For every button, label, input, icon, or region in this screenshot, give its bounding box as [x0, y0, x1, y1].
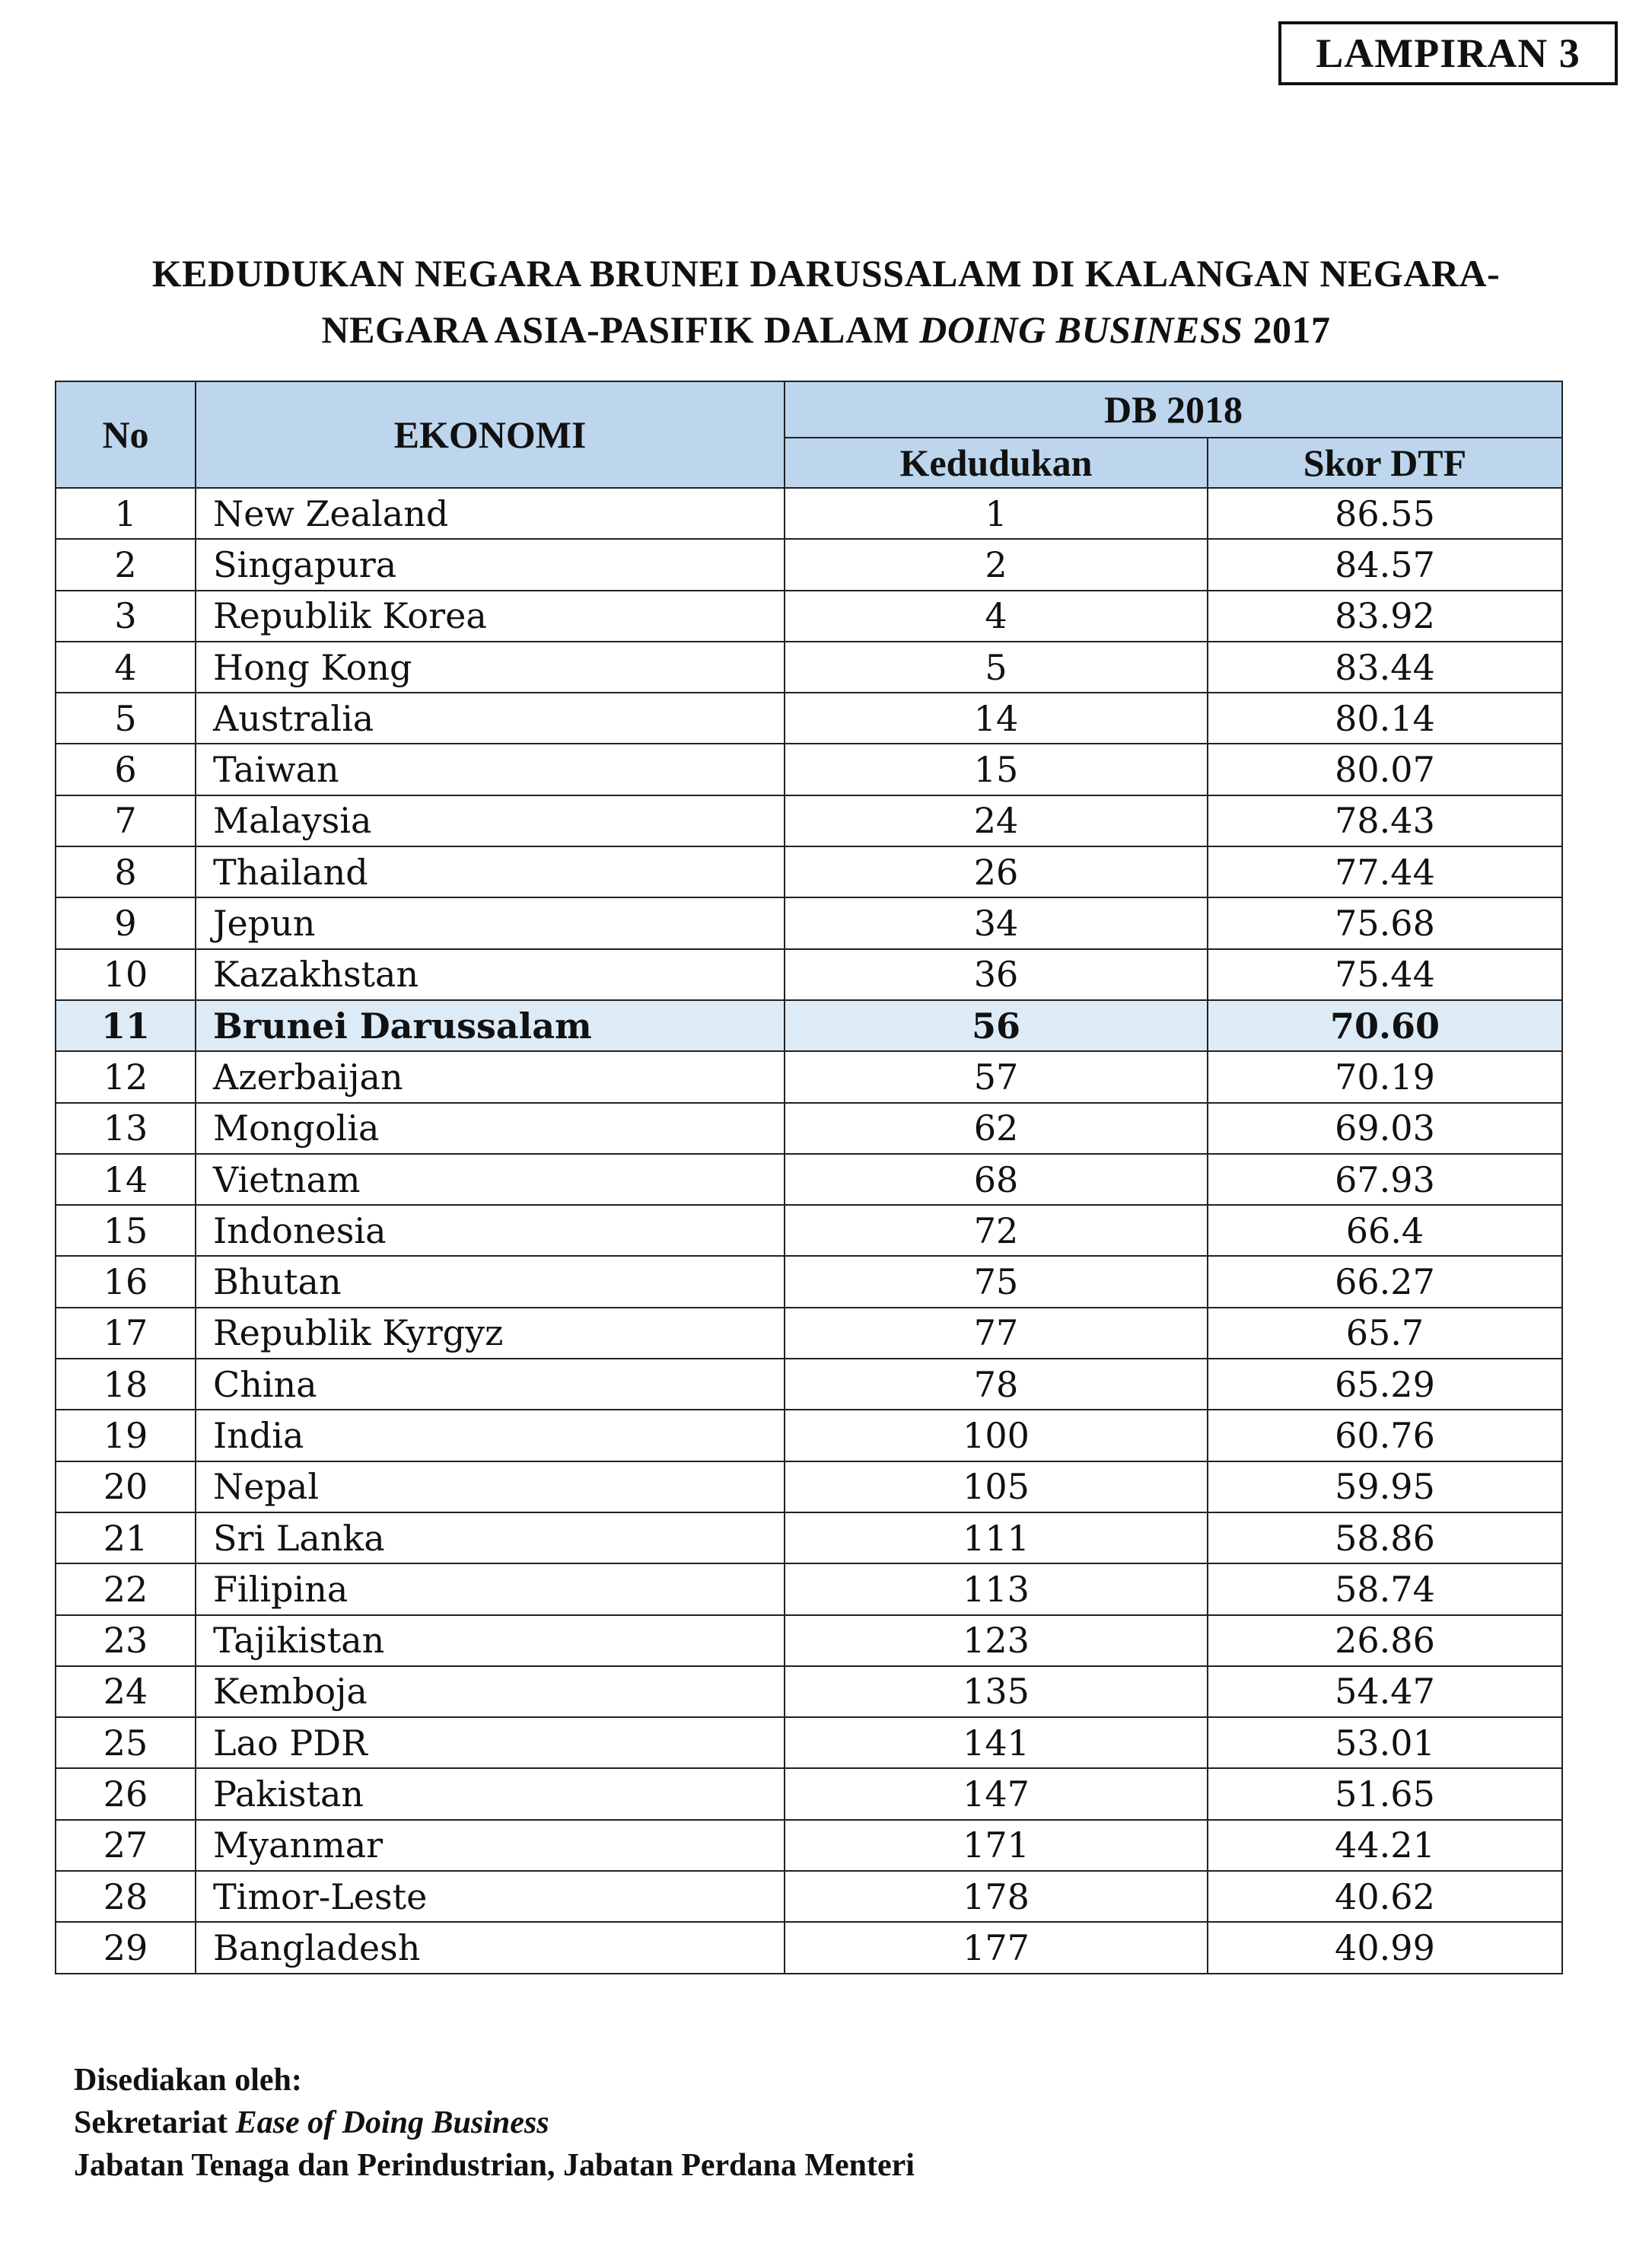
cell-kedudukan: 141	[785, 1717, 1208, 1768]
table-row	[56, 1666, 1562, 1717]
cell-skor-dtf: 77.44	[1208, 846, 1562, 897]
table-row	[56, 1871, 1562, 1922]
cell-ekonomi: Brunei Darussalam	[196, 1000, 785, 1051]
cell-skor-dtf: 66.4	[1208, 1205, 1562, 1256]
cell-kedudukan: 68	[785, 1154, 1208, 1205]
cell-no: 17	[56, 1308, 196, 1359]
cell-ekonomi: China	[196, 1359, 785, 1410]
table-row	[56, 1205, 1562, 1256]
table-header	[56, 381, 1562, 488]
cell-skor-dtf: 26.86	[1208, 1615, 1562, 1666]
cell-kedudukan: 1	[785, 488, 1208, 539]
cell-skor-dtf: 84.57	[1208, 539, 1562, 590]
table-row	[56, 642, 1562, 693]
footer	[74, 2059, 915, 2187]
cell-ekonomi: Nepal	[196, 1461, 785, 1512]
cell-skor-dtf: 83.44	[1208, 642, 1562, 693]
cell-no: 24	[56, 1666, 196, 1717]
cell-no: 10	[56, 949, 196, 1000]
cell-ekonomi: Filipina	[196, 1563, 785, 1614]
cell-kedudukan: 147	[785, 1768, 1208, 1819]
cell-no: 26	[56, 1768, 196, 1819]
title-line-1: KEDUDUKAN NEGARA BRUNEI DARUSSALAM DI KALANGAN NEGARA-	[151, 252, 1501, 295]
footer-secretariat-prefix: Sekretariat	[74, 2105, 236, 2140]
table-row	[56, 1410, 1562, 1461]
table-row	[56, 1359, 1562, 1410]
cell-ekonomi: Lao PDR	[196, 1717, 785, 1768]
table-row	[56, 1717, 1562, 1768]
footer-secretariat	[74, 2102, 915, 2144]
cell-kedudukan: 178	[785, 1871, 1208, 1922]
cell-kedudukan: 15	[785, 744, 1208, 795]
cell-no: 16	[56, 1256, 196, 1307]
cell-kedudukan: 2	[785, 539, 1208, 590]
cell-no: 14	[56, 1154, 196, 1205]
cell-ekonomi: Azerbaijan	[196, 1051, 785, 1102]
cell-skor-dtf: 78.43	[1208, 795, 1562, 846]
cell-no: 4	[56, 642, 196, 693]
cell-no: 18	[56, 1359, 196, 1410]
footer-prepared-by: Disediakan oleh:	[74, 2063, 302, 2098]
cell-kedudukan: 123	[785, 1615, 1208, 1666]
cell-kedudukan: 113	[785, 1563, 1208, 1614]
cell-skor-dtf: 67.93	[1208, 1154, 1562, 1205]
cell-skor-dtf: 59.95	[1208, 1461, 1562, 1512]
cell-skor-dtf: 65.29	[1208, 1359, 1562, 1410]
cell-kedudukan: 72	[785, 1205, 1208, 1256]
header-kedudukan: Kedudukan	[785, 438, 1208, 488]
cell-kedudukan: 36	[785, 949, 1208, 1000]
table-row	[56, 1512, 1562, 1563]
cell-skor-dtf: 69.03	[1208, 1103, 1562, 1154]
cell-no: 27	[56, 1820, 196, 1871]
cell-skor-dtf: 75.68	[1208, 897, 1562, 948]
cell-skor-dtf: 58.86	[1208, 1512, 1562, 1563]
cell-kedudukan: 26	[785, 846, 1208, 897]
cell-no: 20	[56, 1461, 196, 1512]
table-row	[56, 897, 1562, 948]
cell-ekonomi: Thailand	[196, 846, 785, 897]
cell-ekonomi: Kazakhstan	[196, 949, 785, 1000]
table-row	[56, 539, 1562, 590]
table-row	[56, 1051, 1562, 1102]
table-row	[56, 949, 1562, 1000]
table-row	[56, 1000, 1562, 1051]
cell-kedudukan: 4	[785, 591, 1208, 642]
table-row	[56, 1154, 1562, 1205]
cell-ekonomi: Pakistan	[196, 1768, 785, 1819]
table-row	[56, 693, 1562, 744]
cell-kedudukan: 24	[785, 795, 1208, 846]
cell-no: 23	[56, 1615, 196, 1666]
cell-skor-dtf: 75.44	[1208, 949, 1562, 1000]
cell-no: 5	[56, 693, 196, 744]
table-row	[56, 1308, 1562, 1359]
cell-ekonomi: Hong Kong	[196, 642, 785, 693]
cell-ekonomi: Bangladesh	[196, 1922, 785, 1973]
cell-kedudukan: 100	[785, 1410, 1208, 1461]
cell-ekonomi: Timor-Leste	[196, 1871, 785, 1922]
table-row	[56, 1768, 1562, 1819]
cell-ekonomi: Jepun	[196, 897, 785, 948]
cell-no: 19	[56, 1410, 196, 1461]
cell-skor-dtf: 51.65	[1208, 1768, 1562, 1819]
table-row	[56, 846, 1562, 897]
title-line-2-italic: DOING BUSINESS	[919, 308, 1243, 351]
cell-ekonomi: Myanmar	[196, 1820, 785, 1871]
cell-ekonomi: Indonesia	[196, 1205, 785, 1256]
cell-ekonomi: India	[196, 1410, 785, 1461]
cell-no: 6	[56, 744, 196, 795]
cell-skor-dtf: 60.76	[1208, 1410, 1562, 1461]
title-line-2-suffix: 2017	[1243, 308, 1331, 351]
cell-kedudukan: 111	[785, 1512, 1208, 1563]
cell-skor-dtf: 86.55	[1208, 488, 1562, 539]
cell-ekonomi: Sri Lanka	[196, 1512, 785, 1563]
header-db-2018: DB 2018	[785, 381, 1562, 438]
cell-kedudukan: 56	[785, 1000, 1208, 1051]
cell-no: 15	[56, 1205, 196, 1256]
cell-kedudukan: 62	[785, 1103, 1208, 1154]
cell-no: 12	[56, 1051, 196, 1102]
cell-no: 9	[56, 897, 196, 948]
cell-ekonomi: Mongolia	[196, 1103, 785, 1154]
cell-ekonomi: Australia	[196, 693, 785, 744]
cell-no: 11	[56, 1000, 196, 1051]
cell-no: 8	[56, 846, 196, 897]
cell-ekonomi: New Zealand	[196, 488, 785, 539]
title-line-2-prefix: NEGARA ASIA-PASIFIK DALAM	[321, 308, 920, 351]
table-row	[56, 1103, 1562, 1154]
cell-no: 29	[56, 1922, 196, 1973]
cell-no: 3	[56, 591, 196, 642]
cell-ekonomi: Vietnam	[196, 1154, 785, 1205]
cell-ekonomi: Kemboja	[196, 1666, 785, 1717]
table-row	[56, 795, 1562, 846]
cell-ekonomi: Republik Kyrgyz	[196, 1308, 785, 1359]
table-row	[56, 1256, 1562, 1307]
cell-kedudukan: 105	[785, 1461, 1208, 1512]
title-line-2	[61, 301, 1591, 358]
cell-kedudukan: 14	[785, 693, 1208, 744]
header-skor-dtf: Skor DTF	[1208, 438, 1562, 488]
cell-kedudukan: 5	[785, 642, 1208, 693]
header-no: No	[56, 381, 196, 488]
ranking-table	[55, 381, 1563, 1974]
cell-no: 1	[56, 488, 196, 539]
cell-skor-dtf: 58.74	[1208, 1563, 1562, 1614]
cell-no: 28	[56, 1871, 196, 1922]
cell-ekonomi: Malaysia	[196, 795, 785, 846]
cell-no: 13	[56, 1103, 196, 1154]
cell-kedudukan: 77	[785, 1308, 1208, 1359]
table-body	[56, 488, 1562, 1974]
table-row	[56, 488, 1562, 539]
table-row	[56, 1615, 1562, 1666]
cell-skor-dtf: 40.99	[1208, 1922, 1562, 1973]
cell-no: 7	[56, 795, 196, 846]
cell-kedudukan: 78	[785, 1359, 1208, 1410]
cell-skor-dtf: 80.14	[1208, 693, 1562, 744]
cell-no: 21	[56, 1512, 196, 1563]
cell-skor-dtf: 44.21	[1208, 1820, 1562, 1871]
header-ekonomi: EKONOMI	[196, 381, 785, 488]
cell-skor-dtf: 53.01	[1208, 1717, 1562, 1768]
table-row	[56, 591, 1562, 642]
cell-skor-dtf: 40.62	[1208, 1871, 1562, 1922]
footer-department: Jabatan Tenaga dan Perindustrian, Jabatan Perdana Menteri	[74, 2148, 915, 2183]
cell-skor-dtf: 83.92	[1208, 591, 1562, 642]
cell-kedudukan: 177	[785, 1922, 1208, 1973]
document-title	[61, 245, 1591, 358]
table-row	[56, 1922, 1562, 1973]
cell-skor-dtf: 70.60	[1208, 1000, 1562, 1051]
cell-no: 25	[56, 1717, 196, 1768]
table-row	[56, 744, 1562, 795]
table-row	[56, 1563, 1562, 1614]
footer-secretariat-italic: Ease of Doing Business	[235, 2105, 549, 2140]
cell-ekonomi: Republik Korea	[196, 591, 785, 642]
cell-ekonomi: Tajikistan	[196, 1615, 785, 1666]
cell-ekonomi: Taiwan	[196, 744, 785, 795]
cell-skor-dtf: 66.27	[1208, 1256, 1562, 1307]
cell-kedudukan: 135	[785, 1666, 1208, 1717]
cell-skor-dtf: 54.47	[1208, 1666, 1562, 1717]
cell-no: 2	[56, 539, 196, 590]
cell-kedudukan: 75	[785, 1256, 1208, 1307]
lampiran-badge: LAMPIRAN 3	[1278, 21, 1618, 85]
cell-no: 22	[56, 1563, 196, 1614]
cell-skor-dtf: 80.07	[1208, 744, 1562, 795]
cell-ekonomi: Bhutan	[196, 1256, 785, 1307]
cell-skor-dtf: 65.7	[1208, 1308, 1562, 1359]
cell-kedudukan: 57	[785, 1051, 1208, 1102]
cell-skor-dtf: 70.19	[1208, 1051, 1562, 1102]
cell-kedudukan: 34	[785, 897, 1208, 948]
table-row	[56, 1461, 1562, 1512]
cell-ekonomi: Singapura	[196, 539, 785, 590]
cell-kedudukan: 171	[785, 1820, 1208, 1871]
table-row	[56, 1820, 1562, 1871]
